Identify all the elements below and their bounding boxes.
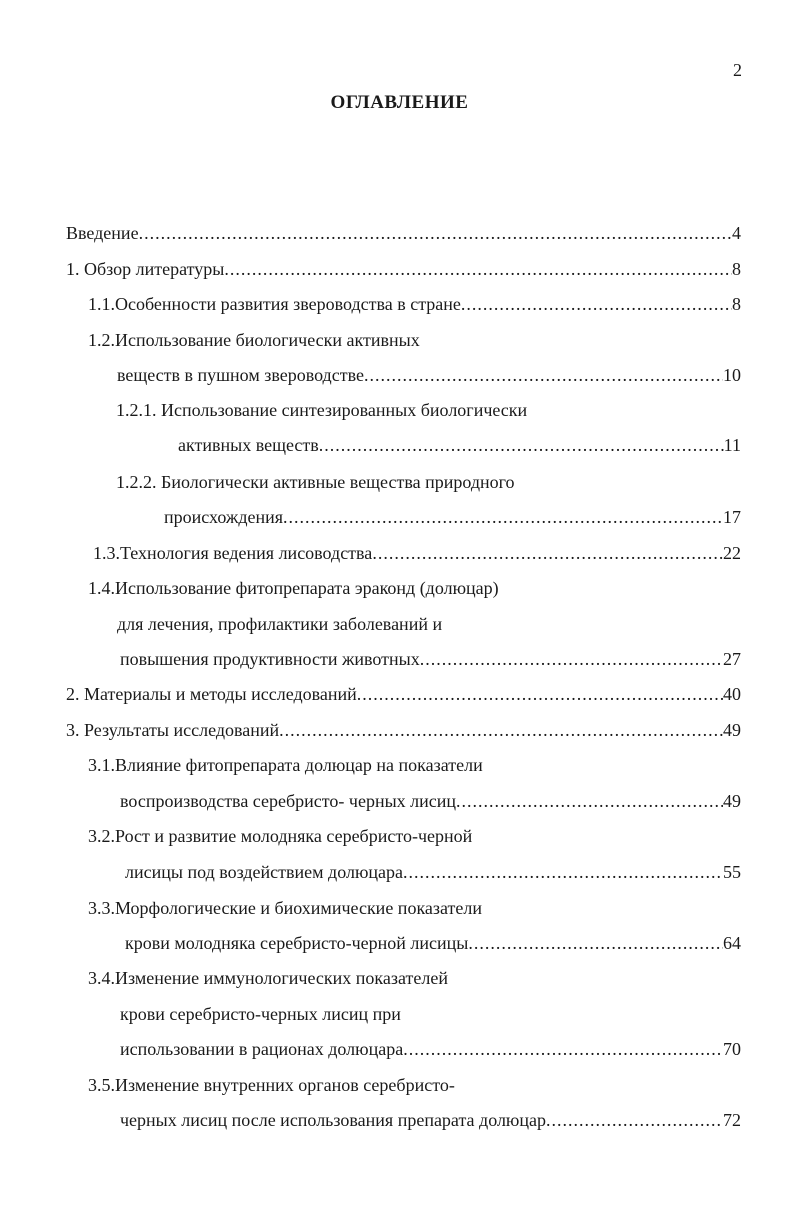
toc-leader-dots [403, 1037, 723, 1061]
toc-entry-text: крови молодняка серебристо-черной лисицы [125, 933, 469, 953]
toc-entry-section-3-1 [120, 789, 741, 813]
toc-entry-text: повышения продуктивности животных [120, 649, 420, 669]
toc-leader-dots [546, 1108, 723, 1132]
toc-entry-section-1-4-line-2: для лечения, профилактики заболеваний и [117, 614, 443, 634]
toc-leader-dots [139, 221, 732, 245]
toc-entry-text: активных веществ [178, 435, 319, 455]
toc-entry-section-1-2-2-line-1: 1.2.2. Биологически активные вещества природного [116, 472, 515, 492]
toc-entry-section-3-5-line-1: 3.5.Изменение внутренних органов серебристо- [88, 1075, 455, 1095]
toc-entry-page: 55 [723, 862, 741, 882]
toc-entry-section-1-2-1-line-1: 1.2.1. Использование синтезированных биологически [116, 400, 528, 420]
toc-entry-section-3-5 [120, 1108, 741, 1132]
toc-entry-section-3-4-line-1: 3.4.Изменение иммунологических показателей [88, 968, 448, 988]
toc-leader-dots [456, 789, 723, 813]
toc-leader-dots [279, 718, 723, 742]
toc-entry-page: 22 [723, 543, 741, 563]
toc-entry-section-2 [66, 682, 741, 706]
toc-entry-section-3-4 [120, 1037, 741, 1061]
toc-leader-dots [372, 541, 723, 565]
toc-entry-section-1-4-line-1: 1.4.Использование фитопрепарата эраконд (долюцар) [88, 578, 499, 598]
toc-entry-text: Введение [66, 223, 139, 243]
toc-entry-text: лисицы под воздействием долюцара [125, 862, 404, 882]
toc-entry-section-3-1-line-1: 3.1.Влияние фитопрепарата долюцар на показатели [88, 755, 483, 775]
toc-entry-section-1-4 [120, 647, 741, 671]
page-number: 2 [733, 60, 742, 80]
toc-entry-section-1-2-line-1: 1.2.Использование биологически активных [88, 330, 420, 350]
toc-entry-text: 1.3.Технология ведения лисоводства [93, 543, 373, 563]
toc-leader-dots [357, 682, 723, 706]
toc-entry-page: 72 [723, 1110, 741, 1130]
toc-entry-section-3-3-line-1: 3.3.Морфологические и биохимические показатели [88, 898, 483, 918]
toc-entry-text: использовании в рационах долюцара [120, 1039, 404, 1059]
toc-entry-section-1-2-1 [178, 433, 741, 457]
toc-entry-page: 27 [723, 649, 741, 669]
toc-entry-section-1-2 [117, 363, 741, 387]
toc-entry-section-3-3 [125, 931, 741, 955]
toc-entry-text: 1.1.Особенности развития звероводства в стране [88, 294, 461, 314]
page-title: ОГЛАВЛЕНИЕ [330, 92, 469, 113]
toc-entry-section-3 [66, 718, 741, 742]
toc-leader-dots [403, 860, 723, 884]
toc-entry-page: 49 [723, 791, 741, 811]
toc-leader-dots [283, 505, 723, 529]
toc-entry-page: 4 [732, 223, 741, 243]
toc-entry-page: 8 [732, 294, 741, 314]
toc-entry-section-1-1 [88, 292, 741, 316]
toc-entry-text: 3. Результаты исследований [66, 720, 280, 740]
toc-entry-section-1-2-2 [164, 505, 741, 529]
toc-leader-dots [319, 433, 724, 457]
toc-entry-section-1-3 [93, 541, 741, 565]
toc-entry-page: 10 [723, 365, 741, 385]
toc-entry-page: 8 [732, 259, 741, 279]
toc-entry-page: 17 [723, 507, 741, 527]
toc-entry-page: 40 [723, 684, 741, 704]
toc-leader-dots [420, 647, 723, 671]
toc-entry-text: 1. Обзор литературы [66, 259, 225, 279]
toc-entry-section-1 [66, 257, 741, 281]
toc-entry-section-3-4-line-2: крови серебристо-черных лисиц при [120, 1004, 401, 1024]
toc-entry-section-3-2-line-1: 3.2.Рост и развитие молодняка серебристо-черной [88, 826, 473, 846]
toc-entry-page: 64 [723, 933, 741, 953]
toc-leader-dots [364, 363, 723, 387]
toc-entry-section-3-2 [125, 860, 741, 884]
toc-entry-text: веществ в пушном звероводстве [117, 365, 364, 385]
toc-leader-dots [224, 257, 732, 281]
toc-entry-page: 11 [723, 435, 741, 455]
toc-entry-text: воспроизводства серебристо- черных лисиц [120, 791, 457, 811]
toc-entry-intro [66, 221, 741, 245]
toc-entry-text: происхождения [164, 507, 284, 527]
toc-leader-dots [468, 931, 723, 955]
toc-entry-text: черных лисиц после использования препарата долюцар [120, 1110, 547, 1130]
toc-entry-page: 70 [723, 1039, 741, 1059]
toc-entry-page: 49 [723, 720, 741, 740]
toc-leader-dots [461, 292, 732, 316]
toc-entry-text: 2. Материалы и методы исследований [66, 684, 357, 704]
